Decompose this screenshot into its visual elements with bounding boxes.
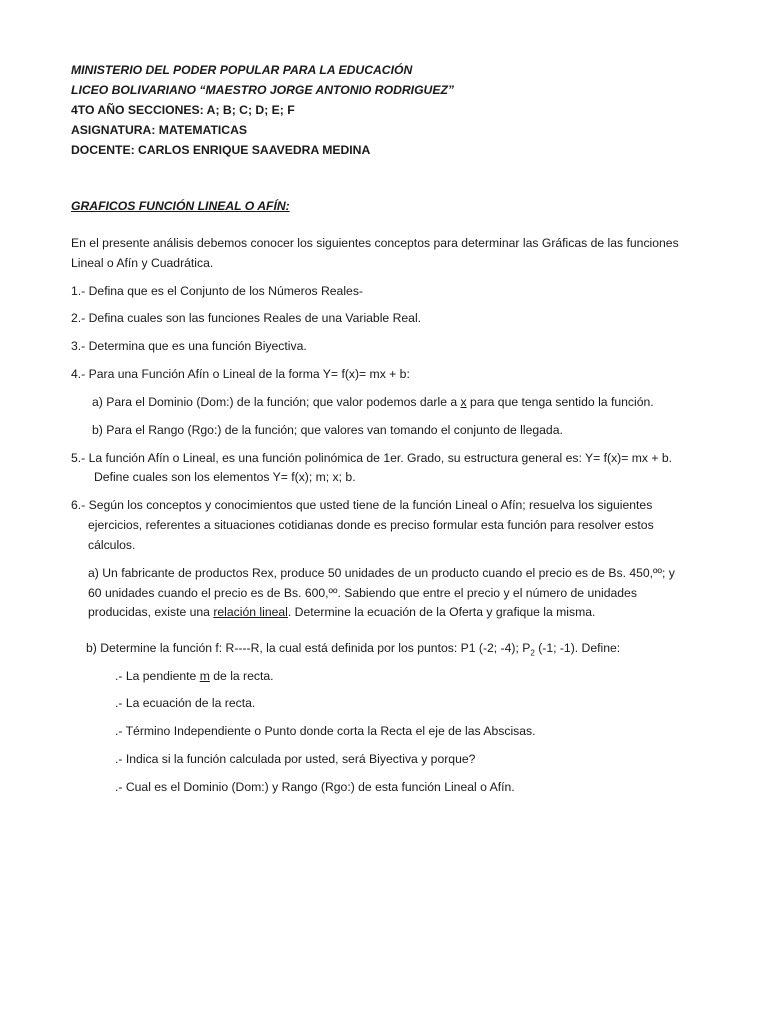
header-subject: ASIGNATURA: MATEMATICAS <box>71 123 248 137</box>
item-6a-line-3: producidas, existe una relación lineal. Determine la ecuación de la Oferta y grafique la misma. <box>88 605 596 619</box>
define-domain-range: .- Cual es el Dominio (Dom:) y Rango (Rgo:) de esta función Lineal o Afín. <box>115 780 515 794</box>
item-6-line-3: cálculos. <box>88 538 136 552</box>
item-6-line-1: 6.- Según los conceptos y conocimientos que usted tiene de la función Lineal o Afín; resuelva los siguientes <box>71 498 653 512</box>
item-6a-line-1: a) Un fabricante de productos Rex, produce 50 unidades de un producto cuando el precio es de Bs. 450,ºº; y <box>88 566 675 580</box>
item-4a: a) Para el Dominio (Dom:) de la función; que valor podemos darle a x para que tenga sentido la función. <box>92 395 654 409</box>
header-teacher: DOCENTE: CARLOS ENRIQUE SAAVEDRA MEDINA <box>71 143 371 157</box>
item-3: 3.- Determina que es una función Biyectiva. <box>71 339 307 353</box>
header-school: LICEO BOLIVARIANO “MAESTRO JORGE ANTONIO RODRIGUEZ” <box>71 83 455 97</box>
define-bijective: .- Indica si la función calculada por usted, será Biyectiva y porque? <box>115 752 476 766</box>
item-6a-line-2: 60 unidades cuando el precio es de Bs. 600,ºº. Sabiendo que entre el precio y el número de unidades <box>88 586 637 600</box>
item-4: 4.- Para una Función Afín o Lineal de la forma Y= f(x)= mx + b: <box>71 367 410 381</box>
item-4b: b) Para el Rango (Rgo:) de la función; que valores van tomando el conjunto de llegada. <box>92 423 563 437</box>
item-5-line-1: 5.- La función Afín o Lineal, es una función polinómica de 1er. Grado, su estructura general es: Y= f(x)= mx + b. <box>71 451 673 465</box>
define-equation: .- La ecuación de la recta. <box>115 696 256 710</box>
define-intercept: .- Término Independiente o Punto donde corta la Recta el eje de las Abscisas. <box>115 724 536 738</box>
item-6-line-2: ejercicios, referentes a situaciones cotidianas donde es preciso formular esta función para resolver estos <box>88 518 654 532</box>
intro-line-1: En el presente análisis debemos conocer los siguientes conceptos para determinar las Gráficas de las funciones <box>71 236 679 250</box>
item-2: 2.- Defina cuales son las funciones Reales de una Variable Real. <box>71 311 422 325</box>
item-1: 1.- Defina que es el Conjunto de los Números Reales- <box>71 284 363 298</box>
item-5-line-2: Define cuales son los elementos Y= f(x); m; x; b. <box>94 470 356 484</box>
header-sections: 4TO AÑO SECCIONES: A; B; C; D; E; F <box>71 103 295 117</box>
intro-line-2: Lineal o Afín y Cuadrática. <box>71 256 214 270</box>
header-ministry: MINISTERIO DEL PODER POPULAR PARA LA EDUCACIÓN <box>71 63 413 77</box>
item-6b: b) Determine la función f: R----R, la cual está definida por los puntos: P1 (-2; -4); $P_2$ (-1; -1). Define: <box>86 641 621 658</box>
define-slope: .- La pendiente m de la recta. <box>115 669 274 683</box>
document-title: GRAFICOS FUNCIÓN LINEAL O AFÍN: <box>71 199 290 213</box>
